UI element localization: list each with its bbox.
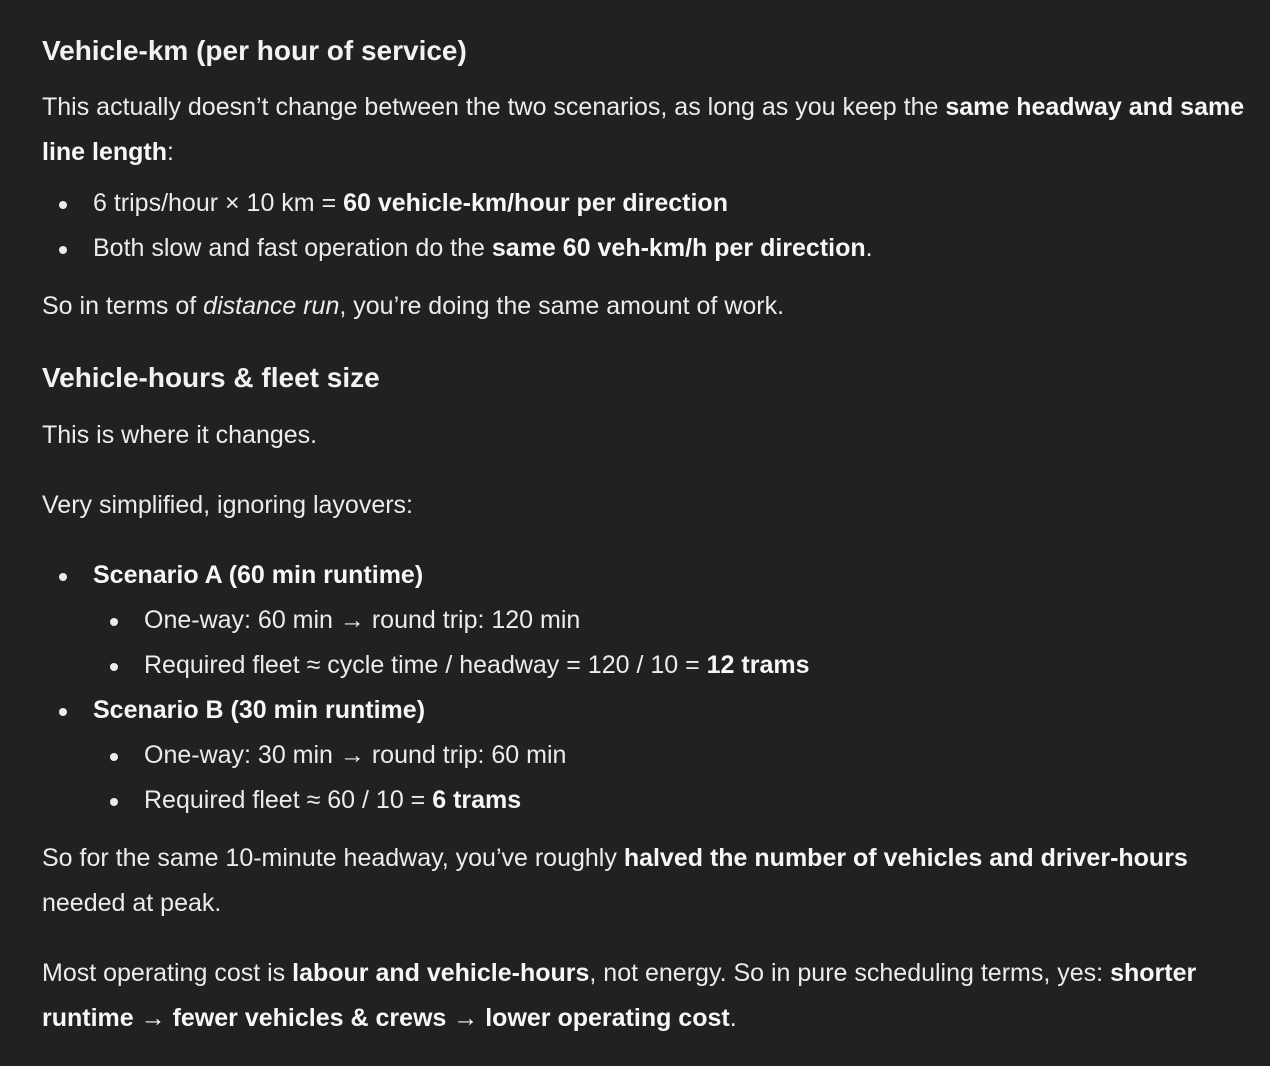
scenario-item-b: Scenario B (30 min runtime) One-way: 30 min → round trip: 60 min Required fleet ≈ 60 / 10 = 6 trams bbox=[42, 688, 1252, 823]
assistant-message bbox=[42, 27, 1252, 1041]
bullet-icon bbox=[59, 708, 67, 716]
paragraph-changes: This is where it changes. bbox=[42, 421, 318, 449]
scenario-a-details bbox=[93, 598, 1252, 688]
scenario-b-details bbox=[93, 733, 1252, 823]
list-item: Required fleet ≈ cycle time / headway = 120 / 10 = 12 trams bbox=[93, 643, 1252, 688]
bold-text: same headway and same line length bbox=[42, 93, 1245, 166]
list-item: 6 trips/hour × 10 km = 60 vehicle-km/hour per direction bbox=[42, 181, 1252, 226]
bullet-icon bbox=[59, 201, 67, 209]
heading-vehicle-km: Vehicle-km (per hour of service) bbox=[42, 35, 467, 66]
scenario-item-a: Scenario A (60 min runtime) One-way: 60 min → round trip: 120 min Required fleet ≈ cycle time / headway = 120 / 10 = 12 trams bbox=[42, 553, 1252, 688]
paragraph-simplified: Very simplified, ignoring layovers: bbox=[42, 491, 413, 519]
bullet-icon bbox=[110, 663, 118, 671]
vehicle-km-list bbox=[42, 181, 1252, 271]
heading-vehicle-hours: Vehicle-hours & fleet size bbox=[42, 362, 380, 393]
paragraph-headway-intro: This actually doesn’t change between the two scenarios, as long as you keep the same headway and same line length: bbox=[42, 93, 1245, 166]
list-item: Both slow and fast operation do the same 60 veh-km/h per direction. bbox=[42, 226, 1252, 271]
paragraph-halved: So for the same 10-minute headway, you’ve roughly halved the number of vehicles and driver-hours needed at peak. bbox=[42, 844, 1188, 917]
list-item: One-way: 30 min → round trip: 60 min bbox=[93, 733, 1252, 778]
list-item: Required fleet ≈ 60 / 10 = 6 trams bbox=[93, 778, 1252, 823]
bullet-icon bbox=[59, 246, 67, 254]
bullet-icon bbox=[110, 798, 118, 806]
paragraph-distance-summary: So in terms of distance run, you’re doing the same amount of work. bbox=[42, 292, 785, 320]
bullet-icon bbox=[110, 753, 118, 761]
scenario-list bbox=[42, 553, 1252, 823]
list-item: One-way: 60 min → round trip: 120 min bbox=[93, 598, 1252, 643]
paragraph-operating-cost: Most operating cost is labour and vehicle-hours, not energy. So in pure scheduling terms, yes: shorter runtime → fewer vehicles & crews → lower operating cost. bbox=[42, 959, 1197, 1032]
bullet-icon bbox=[110, 618, 118, 626]
bullet-icon bbox=[59, 573, 67, 581]
